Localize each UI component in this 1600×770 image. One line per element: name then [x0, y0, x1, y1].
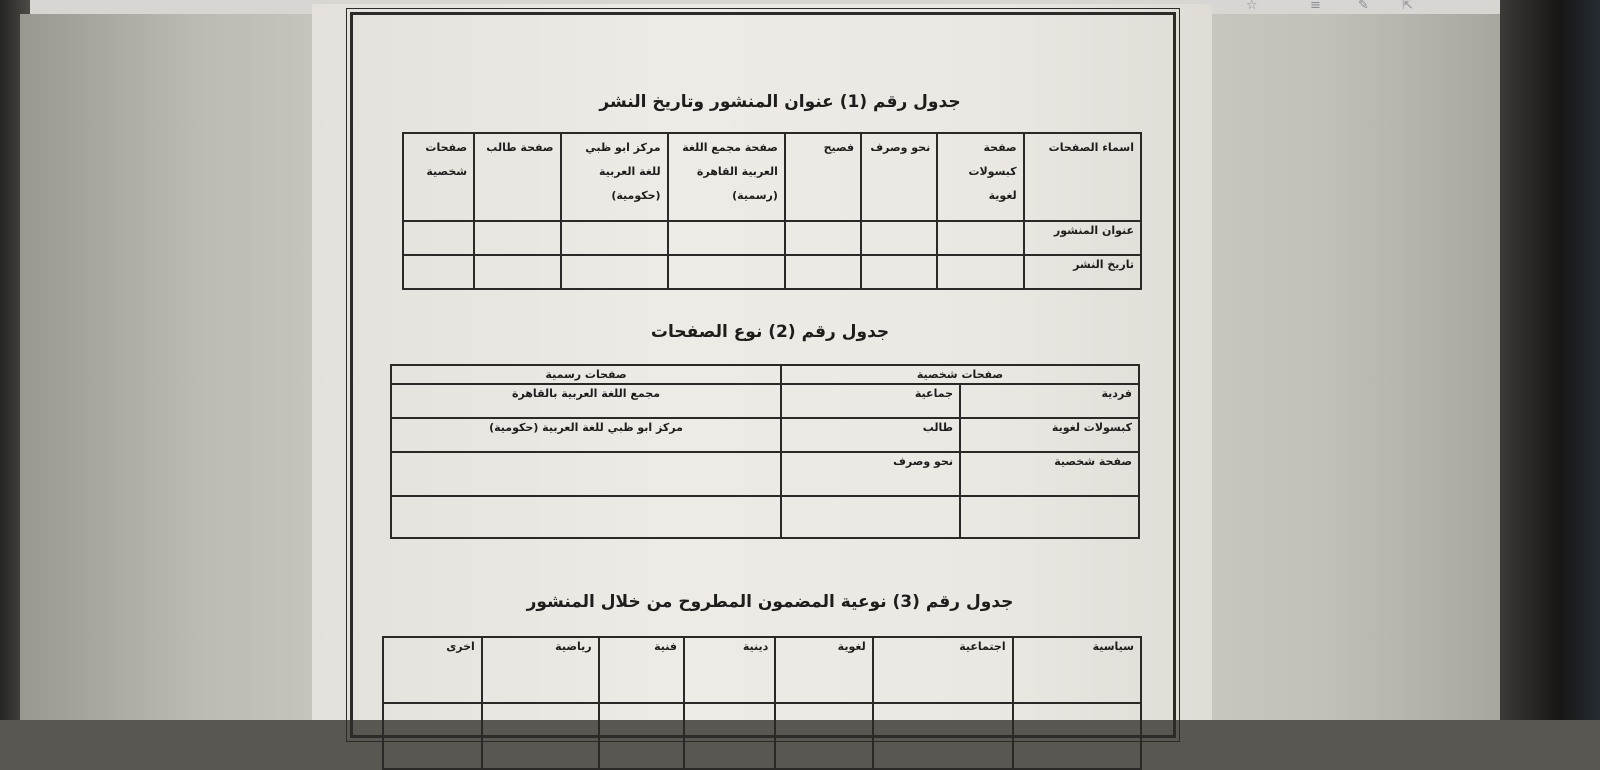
header-cell: مركز ابو ظبي للغة العربية (حكومية) [561, 133, 668, 221]
header-cell: فنية [599, 637, 684, 703]
group-header-personal: صفحات شخصية [781, 365, 1139, 384]
table-cell[interactable] [482, 703, 599, 769]
header-cell: صفحة مجمع اللغة العربية القاهرة (رسمية) [668, 133, 785, 221]
header-cell: دينية [684, 637, 775, 703]
table-cell[interactable] [960, 496, 1139, 538]
table3 [382, 636, 1142, 770]
table-cell[interactable] [781, 496, 960, 538]
table-cell[interactable] [785, 221, 861, 255]
table-cell: نحو وصرف [781, 452, 960, 496]
table-cell[interactable] [775, 703, 872, 769]
table-cell[interactable] [785, 255, 861, 289]
table-cell[interactable] [391, 452, 781, 496]
list-icon[interactable]: ≡ [1310, 0, 1321, 13]
table-cell[interactable] [391, 496, 781, 538]
table-cell[interactable] [1013, 703, 1141, 769]
export-icon[interactable]: ⇱ [1402, 0, 1413, 13]
header-cell: صفحة طالب [474, 133, 560, 221]
table-cell: مجمع اللغة العربية بالقاهرة [391, 384, 781, 418]
table-cell: مركز ابو ظبي للغة العربية (حكومية) [391, 418, 781, 452]
table-cell[interactable] [383, 703, 482, 769]
header-cell: لغوية [775, 637, 872, 703]
header-cell: رياضية [482, 637, 599, 703]
table-cell: كبسولات لغوية [960, 418, 1139, 452]
table-cell[interactable] [599, 703, 684, 769]
row-label: تاريخ النشر [1024, 255, 1141, 289]
table-cell: صفحة شخصية [960, 452, 1139, 496]
table-cell: طالب [781, 418, 960, 452]
table-cell[interactable] [403, 255, 474, 289]
header-cell: صفحات شخصية [403, 133, 474, 221]
table2-caption: جدول رقم (2) نوع الصفحات [650, 322, 890, 342]
header-cell: صفحة كبسولات لغوية [937, 133, 1023, 221]
table3-caption: جدول رقم (3) نوعية المضمون المطروح من خلال المنشور [526, 592, 1014, 612]
table-cell[interactable] [403, 221, 474, 255]
table-cell[interactable] [474, 221, 560, 255]
table-cell[interactable] [937, 255, 1023, 289]
header-cell: اجتماعية [873, 637, 1013, 703]
table-cell[interactable] [861, 221, 937, 255]
row-label: عنوان المنشور [1024, 221, 1141, 255]
table-cell[interactable] [474, 255, 560, 289]
table-cell: فردية [960, 384, 1139, 418]
table-cell[interactable] [561, 255, 668, 289]
header-cell: نحو وصرف [861, 133, 937, 221]
table1 [402, 132, 1142, 290]
table-cell[interactable] [937, 221, 1023, 255]
table-cell[interactable] [684, 703, 775, 769]
table-cell[interactable] [873, 703, 1013, 769]
group-header-official: صفحات رسمية [391, 365, 781, 384]
table-cell: جماعية [781, 384, 960, 418]
table-cell[interactable] [668, 221, 785, 255]
screen-bezel-right [1500, 0, 1600, 720]
table-cell[interactable] [861, 255, 937, 289]
table-cell[interactable] [561, 221, 668, 255]
star-icon[interactable]: ☆ [1246, 0, 1258, 13]
header-cell: اسماء الصفحات [1024, 133, 1141, 221]
table1-caption: جدول رقم (1) عنوان المنشور وتاريخ النشر [599, 92, 961, 112]
table-cell[interactable] [668, 255, 785, 289]
header-cell: سياسية [1013, 637, 1141, 703]
table2 [390, 364, 1140, 539]
header-cell: اخرى [383, 637, 482, 703]
pen-icon[interactable]: ✎ [1358, 0, 1369, 13]
header-cell: فصيح [785, 133, 861, 221]
